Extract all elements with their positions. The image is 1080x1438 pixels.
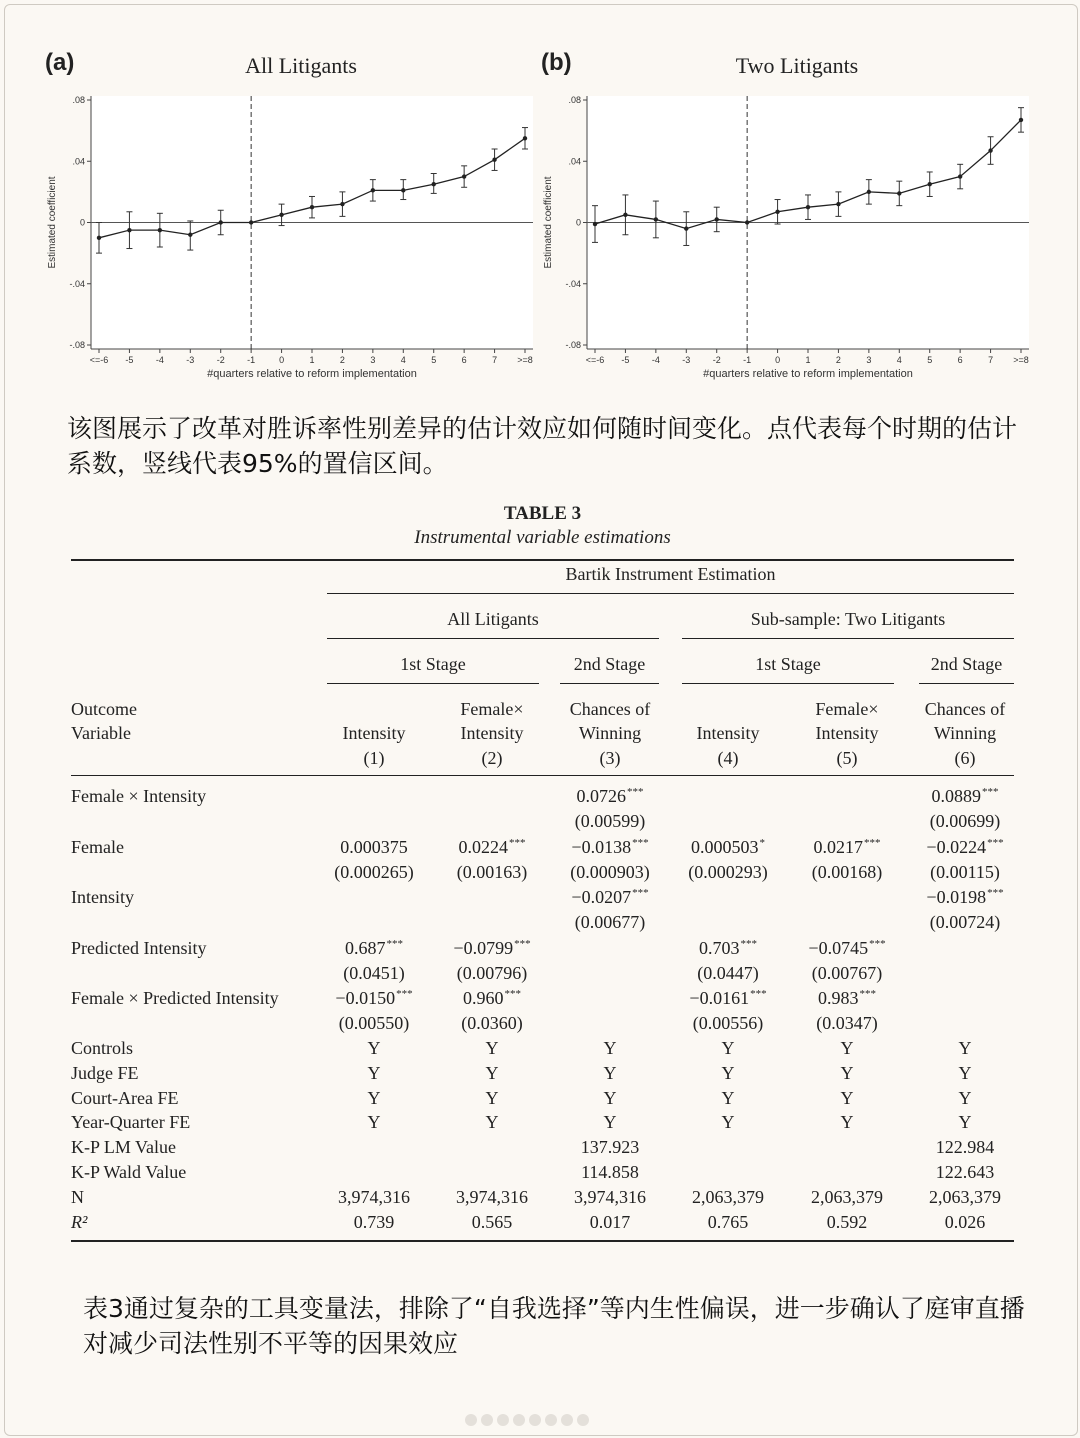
y-tick-label: 0 (575, 217, 581, 228)
x-tick-label: >=8 (517, 355, 533, 365)
significance-stars: *** (864, 836, 881, 849)
standard-error: (0.0447) (697, 962, 759, 983)
significance-stars: *** (750, 988, 767, 1000)
stat-value: Y (485, 1062, 499, 1083)
standard-error: (0.00163) (456, 861, 528, 882)
stat-value: Y (840, 1038, 854, 1058)
y-tick-label: .08 (568, 95, 581, 105)
table-rule (682, 638, 1014, 639)
y-tick-label: -.08 (565, 340, 581, 350)
coefficient: 0.000503* (691, 836, 765, 857)
data-point (249, 220, 253, 224)
column-header: Intensity (696, 723, 760, 743)
data-point (806, 205, 810, 209)
stat-value: Y (721, 1062, 735, 1083)
y-tick-label: .08 (72, 95, 85, 105)
data-point (97, 236, 101, 240)
standard-error: (0.000903) (570, 861, 650, 882)
group-header: Bartik Instrument Estimation (565, 564, 776, 584)
significance-stars: *** (509, 836, 526, 849)
stat-value: Y (603, 1087, 617, 1108)
data-point (340, 202, 344, 206)
data-point (715, 217, 719, 221)
stat-value: Y (485, 1038, 499, 1058)
x-tick-label: >=8 (1013, 355, 1029, 365)
column-header: Female× (815, 699, 879, 719)
stat-value: 0.765 (707, 1211, 749, 1232)
table-rule (71, 1240, 1014, 1242)
significance-stars: *** (504, 988, 521, 1000)
stat-value: Y (603, 1062, 617, 1083)
stage-header: 1st Stage (755, 654, 821, 674)
significance-stars: *** (987, 836, 1004, 849)
column-header: Intensity (342, 723, 406, 743)
stat-value: Y (721, 1038, 735, 1058)
standard-error: (0.00556) (692, 1013, 764, 1033)
coefficient: −0.0745*** (808, 937, 886, 958)
data-point (432, 182, 436, 186)
stat-value: 0.565 (471, 1211, 513, 1232)
data-point (745, 220, 749, 224)
data-point (219, 220, 223, 224)
data-point (492, 158, 496, 162)
page-dot[interactable] (465, 1414, 477, 1426)
x-tick-label: 6 (957, 355, 963, 365)
page-dot[interactable] (513, 1414, 525, 1426)
data-point (928, 182, 932, 186)
standard-error: (0.0451) (343, 962, 405, 983)
column-header: Winning (578, 723, 642, 743)
column-number: (2) (481, 748, 503, 768)
data-point (684, 226, 688, 230)
x-tick-label: -1 (743, 355, 752, 365)
coefficient: 0.000375 (340, 836, 408, 857)
x-tick-label: 5 (431, 355, 437, 365)
coefficient: 0.0224*** (458, 836, 526, 857)
stat-value: 0.026 (944, 1211, 986, 1232)
row-label: Controls (71, 1038, 134, 1058)
coefficient: 0.703*** (699, 937, 757, 958)
table-rule (327, 638, 659, 639)
column-number: (4) (717, 748, 739, 768)
significance-stars: *** (632, 887, 649, 899)
data-point (371, 188, 375, 192)
y-tick-label: -.04 (565, 278, 581, 289)
standard-error: (0.0360) (461, 1013, 523, 1033)
data-point (623, 213, 627, 217)
x-tick-label: -2 (712, 355, 721, 365)
figure-panel-a (41, 45, 541, 390)
row-label: Year-Quarter FE (71, 1112, 191, 1133)
column-number: (6) (954, 748, 976, 768)
stage-header: 2nd Stage (573, 654, 646, 674)
y-tick-label: -.04 (69, 278, 85, 289)
x-tick-label: -4 (651, 355, 660, 365)
significance-stars: *** (987, 887, 1004, 899)
x-tick-label: -3 (186, 355, 195, 365)
coefficient: 0.0217*** (813, 836, 881, 857)
coefficient: −0.0224*** (926, 836, 1004, 857)
row-label: Judge FE (71, 1062, 139, 1083)
standard-error: (0.00677) (574, 912, 646, 932)
coefficient: −0.0207*** (571, 887, 649, 907)
stat-value: Y (485, 1112, 499, 1133)
table-rule (919, 683, 1014, 684)
significance-stars: *** (396, 988, 413, 1000)
x-tick-label: 2 (339, 355, 345, 365)
standard-error: (0.00796) (456, 962, 528, 983)
data-point (310, 205, 314, 209)
stat-value: Y (958, 1062, 972, 1083)
y-tick-label: .04 (568, 156, 581, 167)
data-point (958, 174, 962, 178)
row-label: Female (71, 836, 124, 857)
row-label: K-P Wald Value (71, 1162, 187, 1182)
stat-value: Y (958, 1112, 972, 1133)
standard-error: (0.00599) (574, 811, 646, 831)
figure-panel-b (537, 45, 1037, 390)
table-rule (71, 775, 1014, 776)
column-header: Female× (460, 699, 524, 719)
stat-value: Y (367, 1062, 381, 1083)
column-header: Intensity (460, 723, 524, 743)
column-number: (3) (599, 748, 621, 768)
y-tick-label: -.08 (69, 340, 85, 350)
x-tick-label: 7 (492, 355, 498, 365)
subgroup-header: Sub-sample: Two Litigants (750, 609, 946, 629)
standard-error: (0.00550) (338, 1013, 410, 1033)
x-tick-label: 2 (835, 355, 841, 365)
coefficient: 0.983*** (818, 988, 876, 1008)
table-title: TABLE 3 (503, 503, 582, 524)
row-label: Female × Predicted Intensity (71, 988, 279, 1008)
table-rule (327, 593, 1014, 594)
data-point (775, 210, 779, 214)
data-point (654, 217, 658, 221)
significance-stars: *** (859, 988, 876, 1000)
stat-value: Y (603, 1038, 617, 1058)
significance-stars: *** (982, 786, 999, 798)
stage-header: 1st Stage (400, 654, 466, 674)
panel-label: (a) (45, 49, 75, 76)
column-header: Winning (933, 723, 997, 743)
data-point (593, 222, 597, 226)
coefficient: −0.0161*** (689, 988, 767, 1008)
column-number: (1) (363, 748, 385, 768)
x-tick-label: -4 (155, 355, 164, 365)
x-tick-label: -3 (682, 355, 691, 365)
significance-stars: * (759, 836, 765, 849)
stat-value: Y (721, 1112, 735, 1133)
page-dot[interactable] (497, 1414, 509, 1426)
x-tick-label: 3 (866, 355, 872, 365)
event-study-chart-b (537, 45, 1037, 390)
row-label: Intensity (71, 887, 134, 907)
coefficient: −0.0799*** (453, 937, 531, 958)
coefficient: −0.0198*** (926, 887, 1004, 907)
stat-value: Y (367, 1112, 381, 1133)
stat-value: 0.739 (353, 1211, 395, 1232)
outcome-label: Variable (71, 723, 131, 743)
table-subtitle: Instrumental variable estimations (414, 527, 671, 548)
page-dot[interactable] (481, 1414, 493, 1426)
stat-value: 3,974,316 (456, 1186, 528, 1207)
y-axis-label: Estimated coefficient (47, 176, 58, 269)
x-tick-label: 1 (309, 355, 315, 365)
column-number: (5) (836, 748, 858, 768)
significance-stars: *** (386, 937, 403, 950)
x-tick-label: -2 (216, 355, 225, 365)
x-tick-label: <=-6 (585, 355, 605, 365)
significance-stars: *** (869, 937, 886, 950)
stat-value: 137.923 (580, 1137, 640, 1158)
coefficient: −0.0138*** (571, 836, 649, 857)
data-point (158, 228, 162, 232)
stat-value: 3,974,316 (338, 1186, 410, 1207)
stat-value: 0.592 (826, 1211, 868, 1232)
data-point (462, 174, 466, 178)
page-dot[interactable] (577, 1414, 589, 1426)
row-label: Court-Area FE (71, 1087, 179, 1108)
x-tick-label: 0 (279, 355, 285, 365)
data-point (897, 191, 901, 195)
stat-value: 122.984 (935, 1137, 995, 1158)
stat-value: Y (367, 1038, 381, 1058)
significance-stars: *** (632, 836, 649, 849)
table-rule (327, 683, 539, 684)
data-point (867, 190, 871, 194)
x-tick-label: <=-6 (89, 355, 109, 365)
x-tick-label: 0 (775, 355, 781, 365)
data-point (127, 228, 131, 232)
y-tick-label: .04 (72, 156, 85, 167)
table-caption: 表3通过复杂的工具变量法，排除了“自我选择”等内生性偏误，进一步确认了庭审直播对减少司法性别不平等的因果效应 (83, 1294, 1025, 1358)
stat-value: 2,063,379 (929, 1186, 1001, 1207)
stat-value: Y (603, 1112, 617, 1133)
row-label: Female × Intensity (71, 786, 207, 806)
x-tick-label: 4 (896, 355, 902, 365)
x-axis-label: #quarters relative to reform implementation (703, 368, 913, 380)
x-tick-label: -5 (621, 355, 630, 365)
stat-value: 3,974,316 (574, 1186, 646, 1207)
event-study-chart-a (41, 45, 541, 390)
figure-caption: 该图展示了改革对胜诉率性别差异的估计效应如何随时间变化。点代表每个时期的估计系数，竖线代表95%的置信区间。 (67, 414, 1018, 478)
page-indicator (465, 1413, 625, 1431)
x-tick-label: -1 (247, 355, 256, 365)
coefficient: 0.687*** (345, 937, 403, 958)
stat-value: Y (958, 1038, 972, 1058)
data-point (279, 213, 283, 217)
data-point (988, 148, 992, 152)
standard-error: (0.00699) (929, 811, 1001, 831)
data-point (401, 188, 405, 192)
stat-value: Y (721, 1087, 735, 1108)
stat-value: Y (840, 1112, 854, 1133)
table-rule (71, 559, 1014, 561)
row-label: N (71, 1186, 84, 1207)
standard-error: (0.00115) (930, 861, 1000, 882)
stat-value: Y (367, 1087, 381, 1108)
data-point (836, 202, 840, 206)
outcome-label: Outcome (71, 699, 137, 719)
standard-error: (0.00168) (811, 861, 883, 882)
page-dot[interactable] (529, 1414, 541, 1426)
x-tick-label: 7 (988, 355, 994, 365)
data-point (1019, 118, 1023, 122)
column-header: Chances of (924, 699, 1006, 719)
data-point (188, 233, 192, 237)
column-header: Intensity (815, 723, 879, 743)
y-tick-label: 0 (79, 217, 85, 228)
row-label: Predicted Intensity (71, 937, 207, 958)
coefficient: 0.960*** (463, 988, 521, 1008)
significance-stars: *** (514, 937, 531, 950)
coefficient: −0.0150*** (335, 988, 413, 1008)
standard-error: (0.00724) (929, 912, 1001, 932)
stat-value: Y (958, 1087, 972, 1108)
row-label: K-P LM Value (71, 1137, 176, 1158)
y-axis-label: Estimated coefficient (543, 176, 554, 269)
standard-error: (0.000265) (334, 861, 414, 882)
page-dot[interactable] (561, 1414, 573, 1426)
panel-title: All Litigants (245, 53, 357, 78)
panel-label: (b) (541, 49, 572, 76)
stat-value: Y (840, 1087, 854, 1108)
subgroup-header: All Litigants (447, 609, 539, 629)
coefficient: 0.0726*** (576, 786, 644, 806)
stage-header: 2nd Stage (930, 654, 1003, 674)
stat-value: Y (840, 1062, 854, 1083)
x-axis-label: #quarters relative to reform implementation (207, 368, 417, 380)
stat-value: 114.858 (581, 1162, 639, 1182)
stat-value: 2,063,379 (692, 1186, 764, 1207)
column-header: Chances of (569, 699, 651, 719)
standard-error: (0.00767) (811, 962, 883, 983)
stat-value: Y (485, 1087, 499, 1108)
post-card (4, 4, 1078, 1436)
x-tick-label: 5 (927, 355, 933, 365)
x-tick-label: 1 (805, 355, 811, 365)
stat-value: 0.017 (589, 1211, 631, 1232)
coefficient: 0.0889*** (931, 786, 999, 806)
x-tick-label: 4 (400, 355, 406, 365)
significance-stars: *** (627, 786, 644, 798)
row-label: R² (71, 1211, 88, 1232)
data-point (523, 136, 527, 140)
standard-error: (0.000293) (688, 861, 768, 882)
table-rule (560, 683, 659, 684)
panel-title: Two Litigants (735, 53, 859, 78)
significance-stars: *** (740, 937, 757, 950)
x-tick-label: -5 (125, 355, 134, 365)
standard-error: (0.0347) (816, 1013, 878, 1033)
page-dot[interactable] (545, 1414, 557, 1426)
stat-value: 2,063,379 (811, 1186, 883, 1207)
x-tick-label: 3 (370, 355, 376, 365)
x-tick-label: 6 (461, 355, 467, 365)
table-rule (682, 683, 894, 684)
stat-value: 122.643 (935, 1162, 995, 1182)
